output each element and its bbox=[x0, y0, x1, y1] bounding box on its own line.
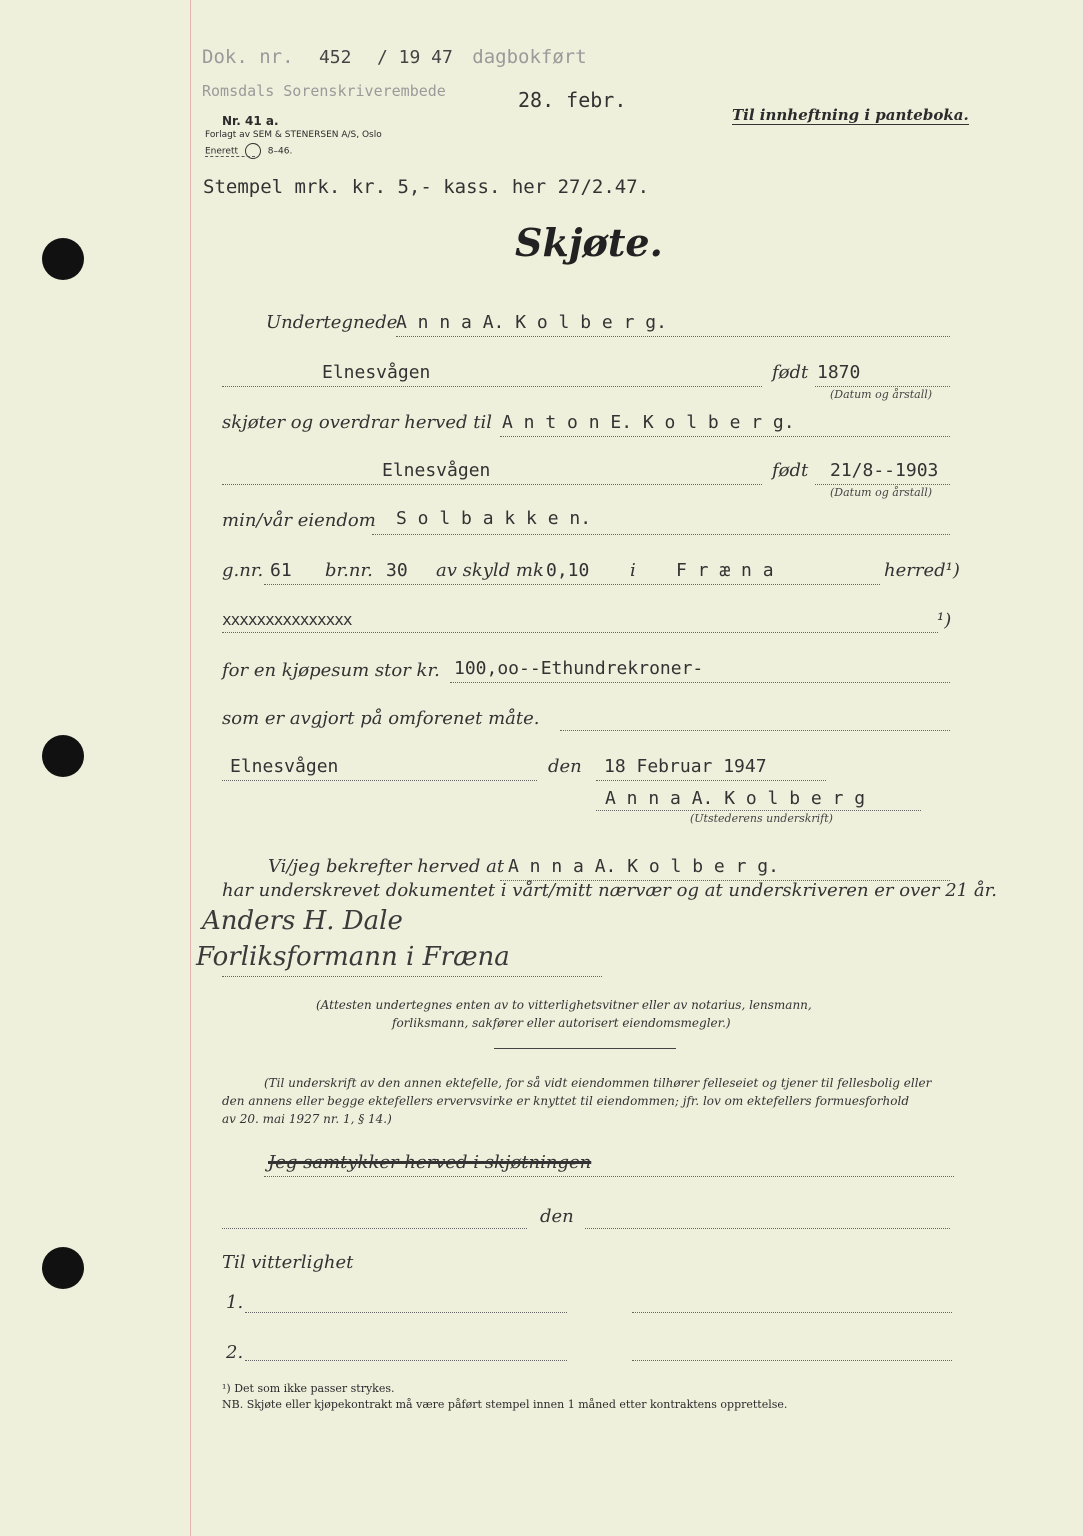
skyld-label: av skyld mk bbox=[436, 560, 544, 581]
attest-note-line2: forliksmann, sakfører eller autorisert eiendomsmegler.) bbox=[392, 1016, 731, 1030]
punch-hole-bottom bbox=[42, 1247, 84, 1289]
stamp-office: Romsdals Sorenskriverembede bbox=[202, 82, 446, 100]
document-title: Skjøte. bbox=[515, 220, 663, 265]
dots bbox=[560, 730, 950, 731]
dots bbox=[372, 534, 950, 535]
seller-place: Elnesvågen bbox=[322, 362, 431, 383]
issuer-signature: A n n a A. K o l b e r g bbox=[605, 788, 866, 809]
brnr-value: 30 bbox=[386, 560, 408, 581]
footnote-1: ¹) Det som ikke passer strykes. bbox=[222, 1382, 395, 1395]
dots bbox=[450, 682, 950, 683]
stamp-line1 bbox=[202, 46, 587, 68]
undertegnede-label: Undertegnede bbox=[266, 312, 398, 333]
buyer-born-hint: (Datum og årstall) bbox=[830, 486, 933, 499]
consent-den: den bbox=[540, 1206, 574, 1227]
dots bbox=[222, 386, 762, 387]
stamp-dagbokfort: dagbokført bbox=[472, 46, 587, 68]
form-enerett: Enerett bbox=[205, 146, 239, 157]
header-right: Til innheftning i panteboka. bbox=[732, 106, 969, 124]
eiendom-label: min/vår eiendom bbox=[222, 510, 376, 531]
witness-label: Vi/jeg bekrefter herved at bbox=[268, 856, 505, 877]
dots bbox=[222, 1228, 527, 1229]
dots bbox=[500, 436, 950, 437]
dots bbox=[815, 484, 950, 485]
stamp-doc-number: 452 bbox=[318, 47, 352, 68]
handwritten-line1: Anders H. Dale bbox=[202, 906, 403, 936]
vitterlighet-n2: 2. bbox=[226, 1342, 244, 1363]
form-rule bbox=[205, 156, 255, 157]
dots bbox=[222, 484, 762, 485]
gnr-label: g.nr. bbox=[222, 560, 264, 581]
witness-line2: har underskrevet dokumentet i vårt/mitt nærvær og at underskriveren er over 21 år. bbox=[222, 880, 997, 901]
dots bbox=[264, 1176, 954, 1177]
spouse-note-line2: den annens eller begge ektefellers ervervsvirke er knyttet til eiendommen; jfr. lov om ektefellers formuesforhold bbox=[222, 1094, 909, 1108]
dots bbox=[632, 1312, 952, 1313]
dots bbox=[222, 632, 938, 633]
skyld-value: 0,10 bbox=[546, 560, 590, 581]
buyer-born: 21/8--1903 bbox=[830, 460, 939, 481]
signed-place: Elnesvågen bbox=[230, 756, 339, 777]
property-name: S o l b a k k e n. bbox=[396, 508, 592, 529]
seller-born-hint: (Datum og årstall) bbox=[830, 388, 933, 401]
stempel-line: Stempel mrk. kr. 5,- kass. her 27/2.47. bbox=[203, 176, 650, 198]
issuer-hint: (Utstederens underskrift) bbox=[690, 812, 833, 825]
margin-line bbox=[190, 0, 191, 1536]
seller-fodt-label: født bbox=[772, 362, 809, 383]
stamp-doc-label: Dok. nr. bbox=[202, 46, 294, 68]
punch-hole-top bbox=[42, 238, 84, 280]
transfer-label: skjøter og overdrar herved til bbox=[222, 412, 492, 433]
struck-line: xxxxxxxxxxxxxxx bbox=[222, 610, 352, 629]
punch-hole-middle bbox=[42, 735, 84, 777]
dots bbox=[632, 1360, 952, 1361]
form-edition: 8–46. bbox=[267, 146, 293, 157]
dots bbox=[222, 780, 537, 781]
handwritten-line2: Forliksformann i Fræna bbox=[196, 942, 510, 972]
spouse-note-line3: av 20. mai 1927 nr. 1, § 14.) bbox=[222, 1112, 392, 1126]
footnote-2: NB. Skjøte eller kjøpekontrakt må være påført stempel innen 1 måned etter kontraktens opprettelse. bbox=[222, 1398, 788, 1411]
seller-name: A n n a A. K o l b e r g. bbox=[396, 312, 667, 333]
dots bbox=[245, 1312, 567, 1313]
witness-name: A n n a A. K o l b e r g. bbox=[508, 856, 779, 877]
dots bbox=[396, 336, 950, 337]
i-label: i bbox=[630, 560, 636, 581]
buyer-place: Elnesvågen bbox=[382, 460, 491, 481]
form-publisher: Forlagt av SEM & STENERSEN A/S, Oslo bbox=[205, 130, 382, 140]
signed-den-label: den bbox=[548, 756, 582, 777]
consent-struck: Jeg samtykker herved i skjøtningen bbox=[268, 1152, 592, 1173]
dots bbox=[245, 1360, 567, 1361]
settled-text: som er avgjort på omforenet måte. bbox=[222, 708, 540, 729]
spouse-note-line1: (Til underskrift av den annen ektefelle, for så vidt eiendommen tilhører felleseiet og tjener til fellesbolig eller bbox=[264, 1076, 932, 1090]
vitterlighet-label: Til vitterlighet bbox=[222, 1252, 354, 1273]
dots bbox=[222, 976, 602, 977]
signed-date: 18 Februar 1947 bbox=[604, 756, 767, 777]
stamp-line2 bbox=[202, 82, 446, 100]
divider bbox=[494, 1048, 676, 1049]
vitterlighet-n1: 1. bbox=[226, 1292, 244, 1313]
stamp-date: 28. febr. bbox=[518, 88, 627, 112]
dots bbox=[815, 386, 950, 387]
dots bbox=[585, 1228, 950, 1229]
dots bbox=[264, 584, 880, 585]
price-value: 100,oo--Ethundrekroner- bbox=[454, 658, 704, 679]
brnr-label: br.nr. bbox=[325, 560, 373, 581]
form-number: Nr. 41 a. bbox=[222, 114, 279, 128]
dots bbox=[596, 780, 826, 781]
gnr-value: 61 bbox=[270, 560, 292, 581]
herred-label: herred¹) bbox=[884, 560, 960, 581]
attest-note-line1: (Attesten undertegnes enten av to vitterlighetsvitner eller av notarius, lensmann, bbox=[316, 998, 812, 1012]
dots bbox=[596, 810, 921, 811]
seller-born: 1870 bbox=[817, 362, 861, 383]
herred-name: F r æ n a bbox=[676, 560, 774, 581]
struck-mark: ¹) bbox=[937, 610, 952, 631]
buyer-fodt-label: født bbox=[772, 460, 809, 481]
stamp-year: / 19 47 bbox=[376, 47, 453, 68]
price-label: for en kjøpesum stor kr. bbox=[222, 660, 440, 681]
buyer-name: A n t o n E. K o l b e r g. bbox=[502, 412, 795, 433]
